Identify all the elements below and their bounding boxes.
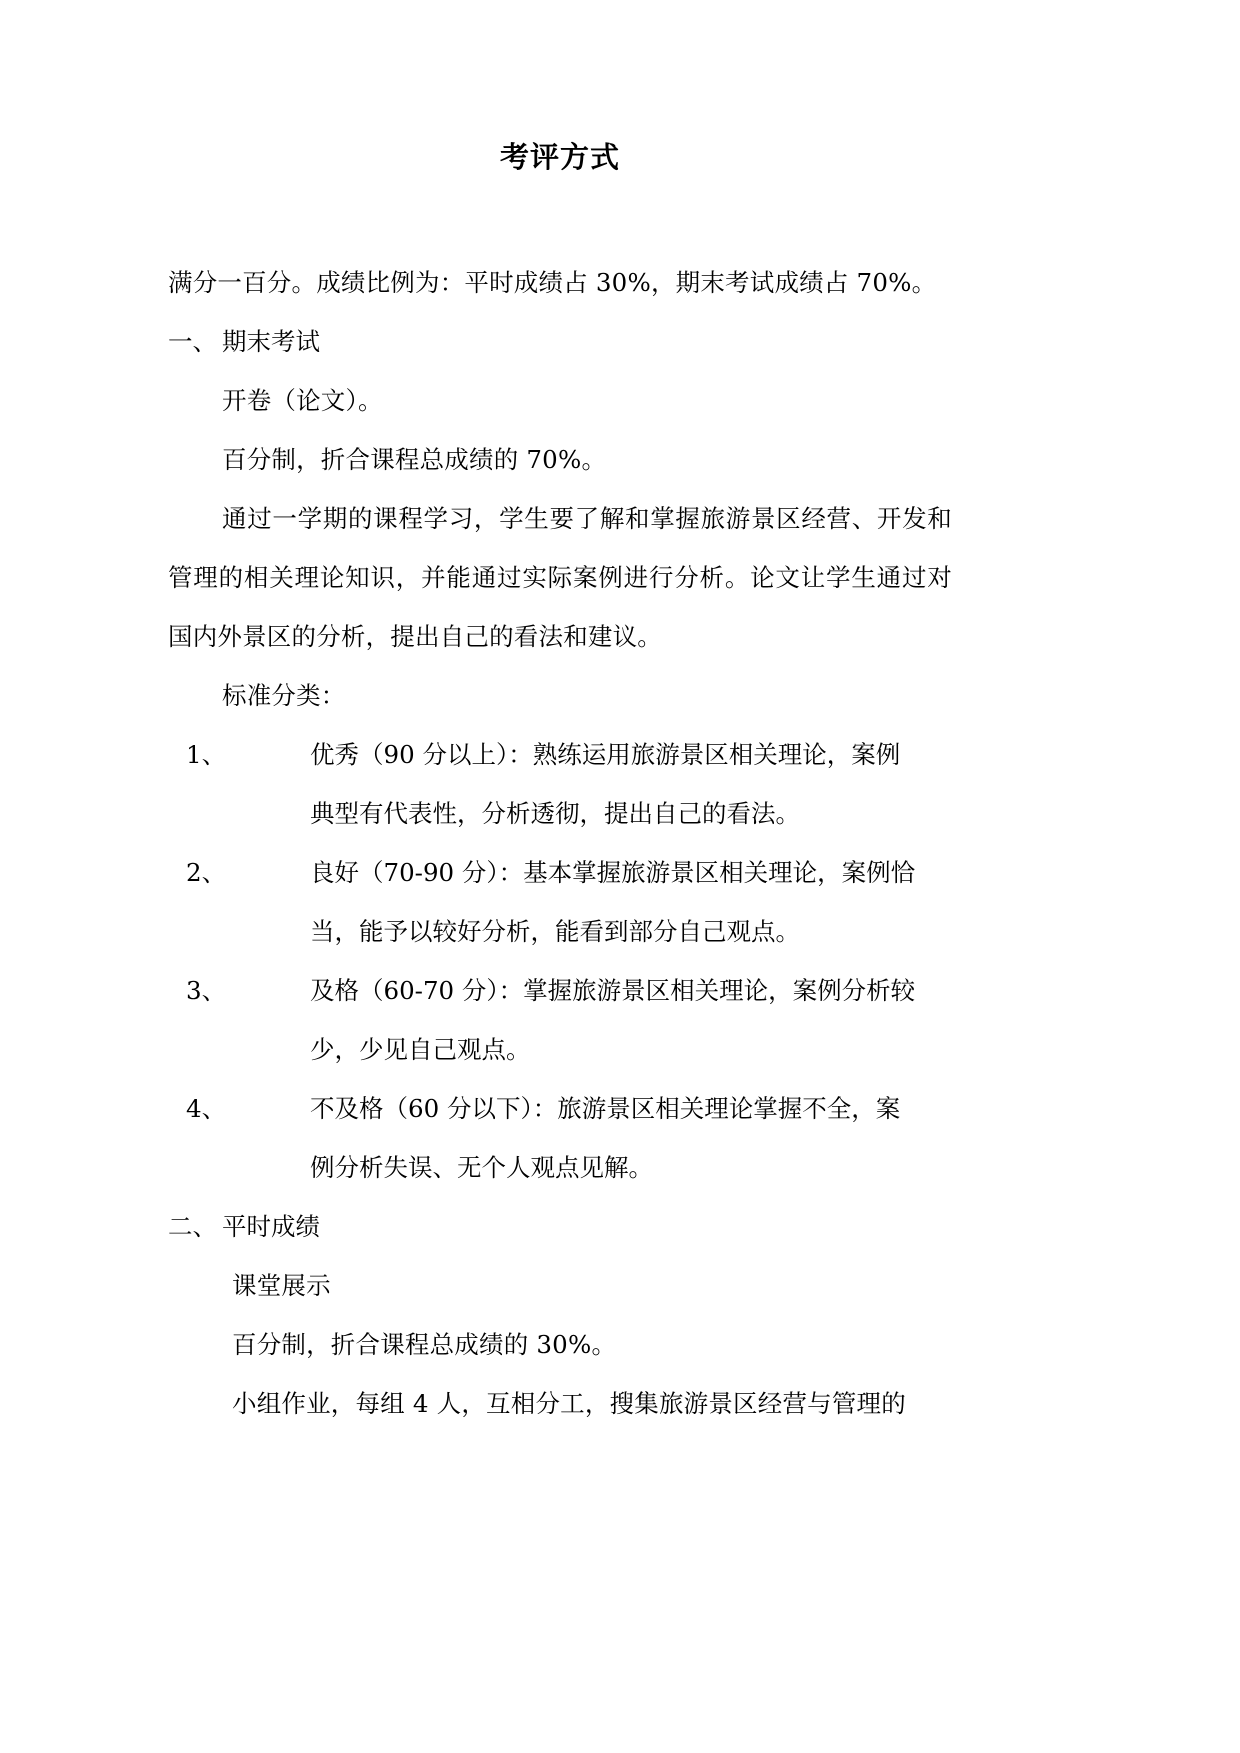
section-number-1: 一、 (168, 326, 217, 356)
section-number-2: 二、 (168, 1211, 217, 1241)
criteria-item-4-cont: 例分析失误、无个人观点见解。 (310, 1152, 653, 1182)
criteria-item-3 (168, 961, 952, 1020)
document-body (168, 0, 952, 1433)
section1-paragraph-1: 开卷（论文）。 (222, 385, 383, 415)
page-title: 考评方式 (499, 140, 620, 174)
section2-paragraph-3: 小组作业，每组 4 人，互相分工，搜集旅游景区经营与管理的 (232, 1388, 906, 1418)
criteria-text-1: 优秀（90 分以上）：熟练运用旅游景区相关理论，案例 (310, 739, 901, 769)
title-spacer (168, 175, 952, 253)
intro-paragraph: 满分一百分。成绩比例为：平时成绩占 30%，期末考试成绩占 70%。 (168, 267, 937, 297)
criteria-item-4 (168, 1079, 952, 1138)
criteria-item-1 (168, 725, 952, 784)
criteria-text-2: 良好（70-90 分）：基本掌握旅游景区相关理论，案例恰 (310, 857, 916, 887)
section-label-2: 平时成绩 (222, 1211, 320, 1241)
criteria-number-1: 1、 (186, 739, 227, 769)
section2-paragraph-1: 课堂展示 (232, 1270, 331, 1300)
section-heading-2 (168, 1197, 952, 1256)
criteria-number-3: 3、 (186, 975, 227, 1005)
section-heading-1 (168, 312, 952, 371)
criteria-item-1-cont: 典型有代表性，分析透彻，提出自己的看法。 (310, 798, 800, 828)
criteria-item-2-cont: 当，能予以较好分析，能看到部分自己观点。 (310, 916, 800, 946)
criteria-label: 标准分类： (222, 680, 346, 710)
criteria-text-3: 及格（60-70 分）：掌握旅游景区相关理论，案例分析较 (310, 975, 916, 1005)
section-label-1: 期末考试 (222, 326, 320, 356)
criteria-number-2: 2、 (186, 857, 227, 887)
criteria-number-4: 4、 (186, 1093, 227, 1123)
criteria-text-4: 不及格（60 分以下）：旅游景区相关理论掌握不全，案 (310, 1093, 901, 1123)
criteria-item-2 (168, 843, 952, 902)
section1-paragraph-3: 通过一学期的课程学习，学生要了解和掌握旅游景区经营、开发和管理的相关理论知识，并能通过实际案例进行分析。论文让学生通过对国内外景区的分析，提出自己的看法和建议。 (168, 503, 952, 651)
criteria-item-3-cont: 少，少见自己观点。 (310, 1034, 531, 1064)
section2-paragraph-2: 百分制，折合课程总成绩的 30%。 (232, 1329, 617, 1359)
section1-paragraph-2: 百分制，折合课程总成绩的 70%。 (222, 444, 607, 474)
